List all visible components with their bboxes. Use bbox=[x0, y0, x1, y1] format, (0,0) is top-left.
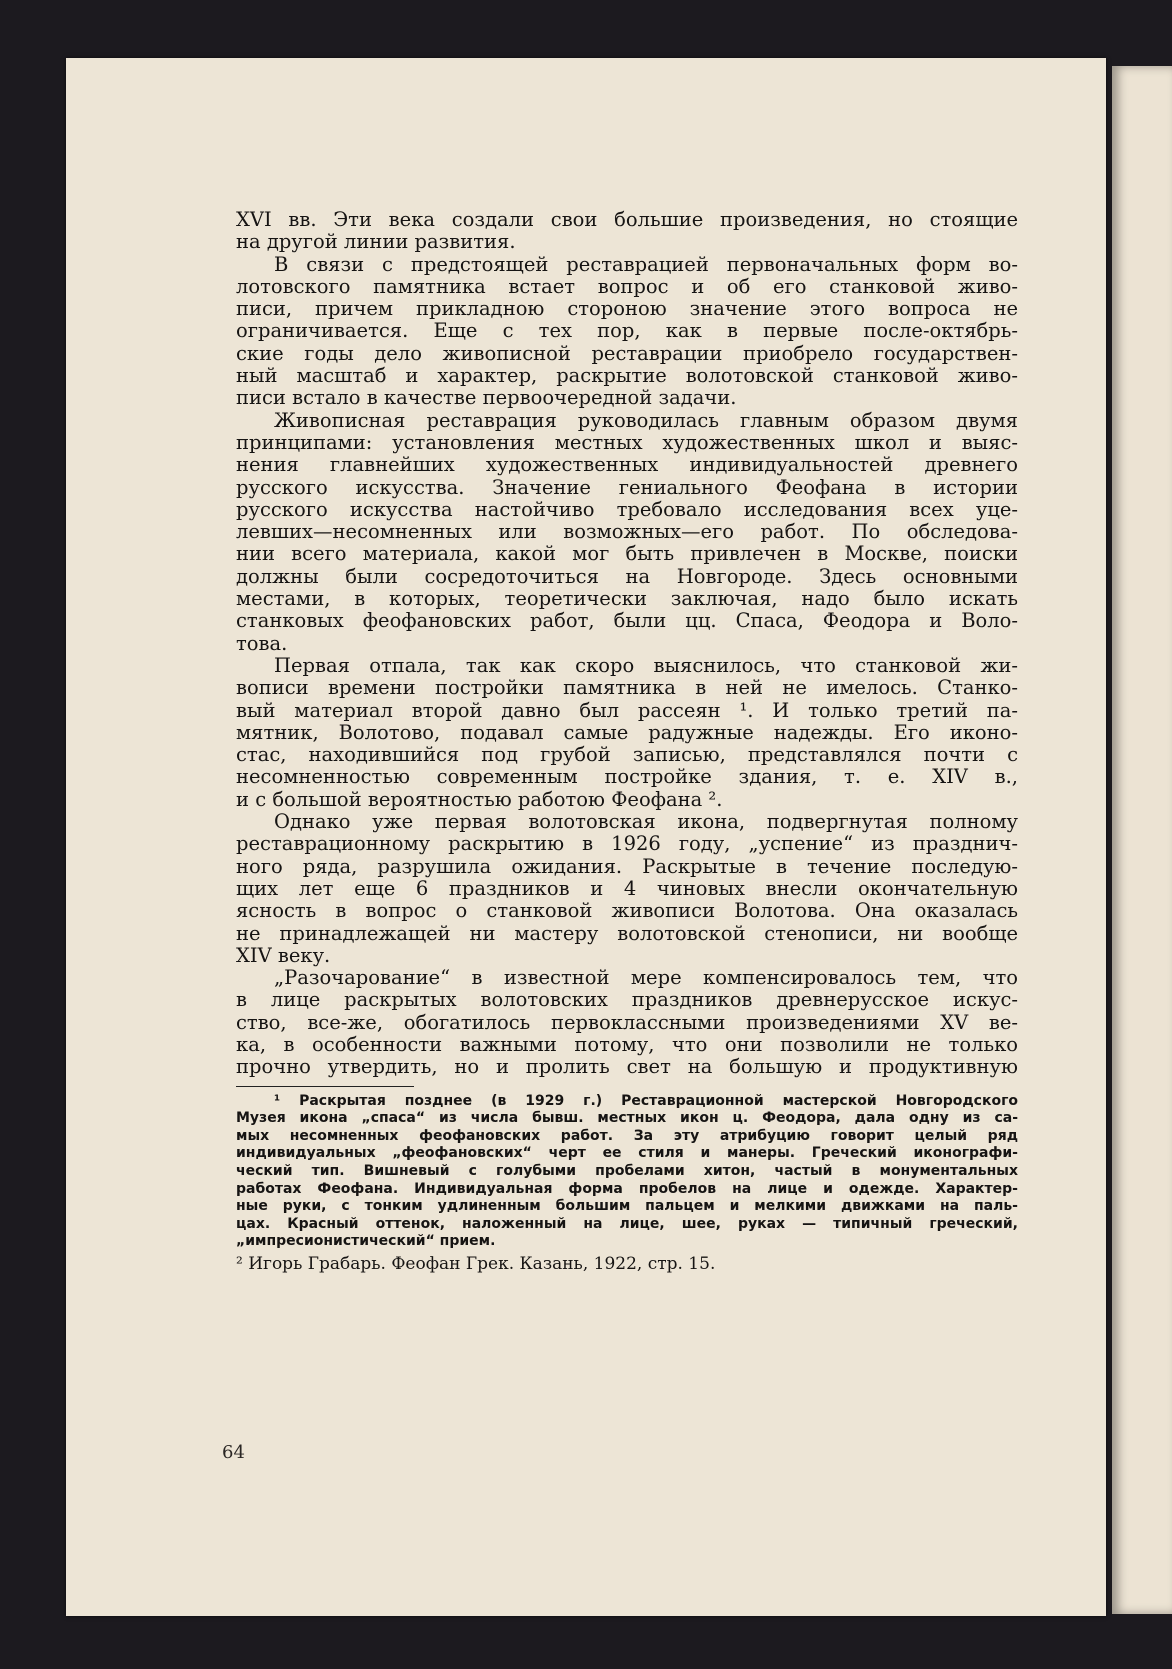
text-line: на другой линии развития. bbox=[236, 231, 516, 254]
text-line: должны были сосредоточиться на Новгороде. Здесь основными bbox=[236, 565, 1018, 588]
text-line: ный масштаб и характер, раскрытие волотовской станковой живо- bbox=[236, 365, 1018, 388]
footnote-line: Музея икона „спаса“ из числа бывш. местных икон ц. Феодора, дала одну из са- bbox=[236, 1110, 1018, 1127]
page-number: 64 bbox=[222, 1442, 245, 1463]
main-text bbox=[236, 209, 1018, 1079]
text-line: несомненностью современным постройке здания, т. е. XIV в., bbox=[236, 766, 1018, 789]
text-line: ство, все-же, обогатилось первоклассными произведениями XV ве- bbox=[236, 1011, 1018, 1034]
text-line: вописи времени постройки памятника в ней не имелось. Станко- bbox=[236, 677, 1018, 700]
text-line: щих лет еще 6 праздников и 4 чиновых внесли окончательную bbox=[236, 877, 1018, 900]
page-text bbox=[236, 209, 1018, 1275]
text-line: прочно утвердить, но и пролить свет на большую и продуктивную bbox=[236, 1056, 1018, 1079]
adjacent-page-edge bbox=[1112, 66, 1172, 1614]
text-line: В связи с предстоящей реставрацией первоначальных форм во- bbox=[274, 253, 1018, 276]
text-line: Первая отпала, так как скоро выяснилось, что станковой жи- bbox=[274, 654, 1018, 677]
text-line: XVI вв. Эти века создали свои большие произведения, но стоящие bbox=[236, 209, 1018, 231]
footnote-line: „импресионистический“ прием. bbox=[236, 1233, 496, 1250]
text-line: нии всего материала, какой мог быть привлечен в Москве, поиски bbox=[236, 543, 1018, 566]
footnote-line: работах Феофана. Индивидуальная форма пробелов на лице и одежде. Характер- bbox=[236, 1180, 1018, 1197]
footnote-line: цах. Красный оттенок, наложенный на лице, шее, руках — типичный греческий, bbox=[236, 1215, 1018, 1232]
text-line: местами, в которых, теоретически заключая, надо было искать bbox=[236, 588, 1018, 611]
text-line: ного ряда, разрушила ожидания. Раскрытые в течение последую- bbox=[236, 855, 1018, 878]
text-line: ограничивается. Еще с тех пор, как в первые после-октябрь- bbox=[236, 320, 1018, 343]
text-line: русского искусства. Значение гениального Феофана в истории bbox=[236, 476, 1018, 499]
text-line: писи, причем прикладною стороною значение этого вопроса не bbox=[236, 298, 1018, 321]
text-line: в лице раскрытых волотовских праздников древнерусское искус- bbox=[236, 989, 1018, 1012]
footnote-line: мых несомненных феофановских работ. За эту атрибуцию говорит целый ряд bbox=[236, 1127, 1018, 1144]
footnote-2: ² Игорь Грабарь. Феофан Грек. Казань, 1922, стр. 15. bbox=[236, 1253, 716, 1274]
text-line: нения главнейших художественных индивидуальностей древнего bbox=[236, 454, 1018, 477]
footnote-line: индивидуальных „феофановских“ черт ее стиля и манеры. Греческий иконографи- bbox=[236, 1145, 1018, 1162]
text-line: и с большой вероятностью работою Феофана ². bbox=[236, 788, 723, 811]
footnote-line: ческий тип. Вишневый с голубыми пробелами хитон, частый в монументальных bbox=[236, 1162, 1018, 1179]
text-line: Однако уже первая волотовская икона, подвергнутая полному bbox=[274, 811, 1018, 834]
text-line: ка, в особенности важными потому, что они позволили не только bbox=[236, 1033, 1018, 1056]
text-line: писи встало в качестве первоочередной задачи. bbox=[236, 387, 737, 410]
text-line: „Разочарование“ в известной мере компенсировалось тем, что bbox=[274, 967, 1018, 990]
text-line: левших—несомненных или возможных—его работ. По обследова- bbox=[236, 521, 1018, 544]
text-line: стас, находившийся под грубой записью, представлялся почти с bbox=[236, 744, 1018, 767]
footnote-divider bbox=[236, 1086, 414, 1087]
text-line: XIV веку. bbox=[236, 944, 331, 967]
footnote-line: ные руки, с тонким удлиненным большим пальцем и мелкими движками на паль- bbox=[236, 1198, 1018, 1215]
text-line: Живописная реставрация руководилась главным образом двумя bbox=[274, 409, 1018, 432]
text-line: станковых феофановских работ, были цц. Спаса, Феодора и Воло- bbox=[236, 610, 1018, 633]
text-line: не принадлежащей ни мастеру волотовской стенописи, ни вообще bbox=[236, 922, 1018, 945]
text-line: ясность в вопрос о станковой живописи Волотова. Она оказалась bbox=[236, 900, 1018, 923]
text-line: това. bbox=[236, 632, 288, 655]
footnote-line: ¹ Раскрытая позднее (в 1929 г.) Реставрационной мастерской Новгородского bbox=[274, 1092, 1018, 1109]
text-line: лотовского памятника встает вопрос и об его станковой живо- bbox=[236, 275, 1018, 298]
text-line: реставрационному раскрытию в 1926 году, „успение“ из празднич- bbox=[236, 833, 1018, 856]
text-line: принципами: установления местных художественных школ и выяс- bbox=[236, 431, 1018, 454]
footnotes bbox=[236, 1093, 1018, 1251]
text-line: ские годы дело живописной реставрации приобрело государствен- bbox=[236, 342, 1018, 365]
text-line: вый материал второй давно был рассеян ¹. И только третий па- bbox=[236, 699, 1018, 722]
text-line: мятник, Волотово, подавал самые радужные надежды. Его иконо- bbox=[236, 721, 1018, 744]
text-line: русского искусства настойчиво требовало исследования всех уце- bbox=[236, 498, 1018, 521]
